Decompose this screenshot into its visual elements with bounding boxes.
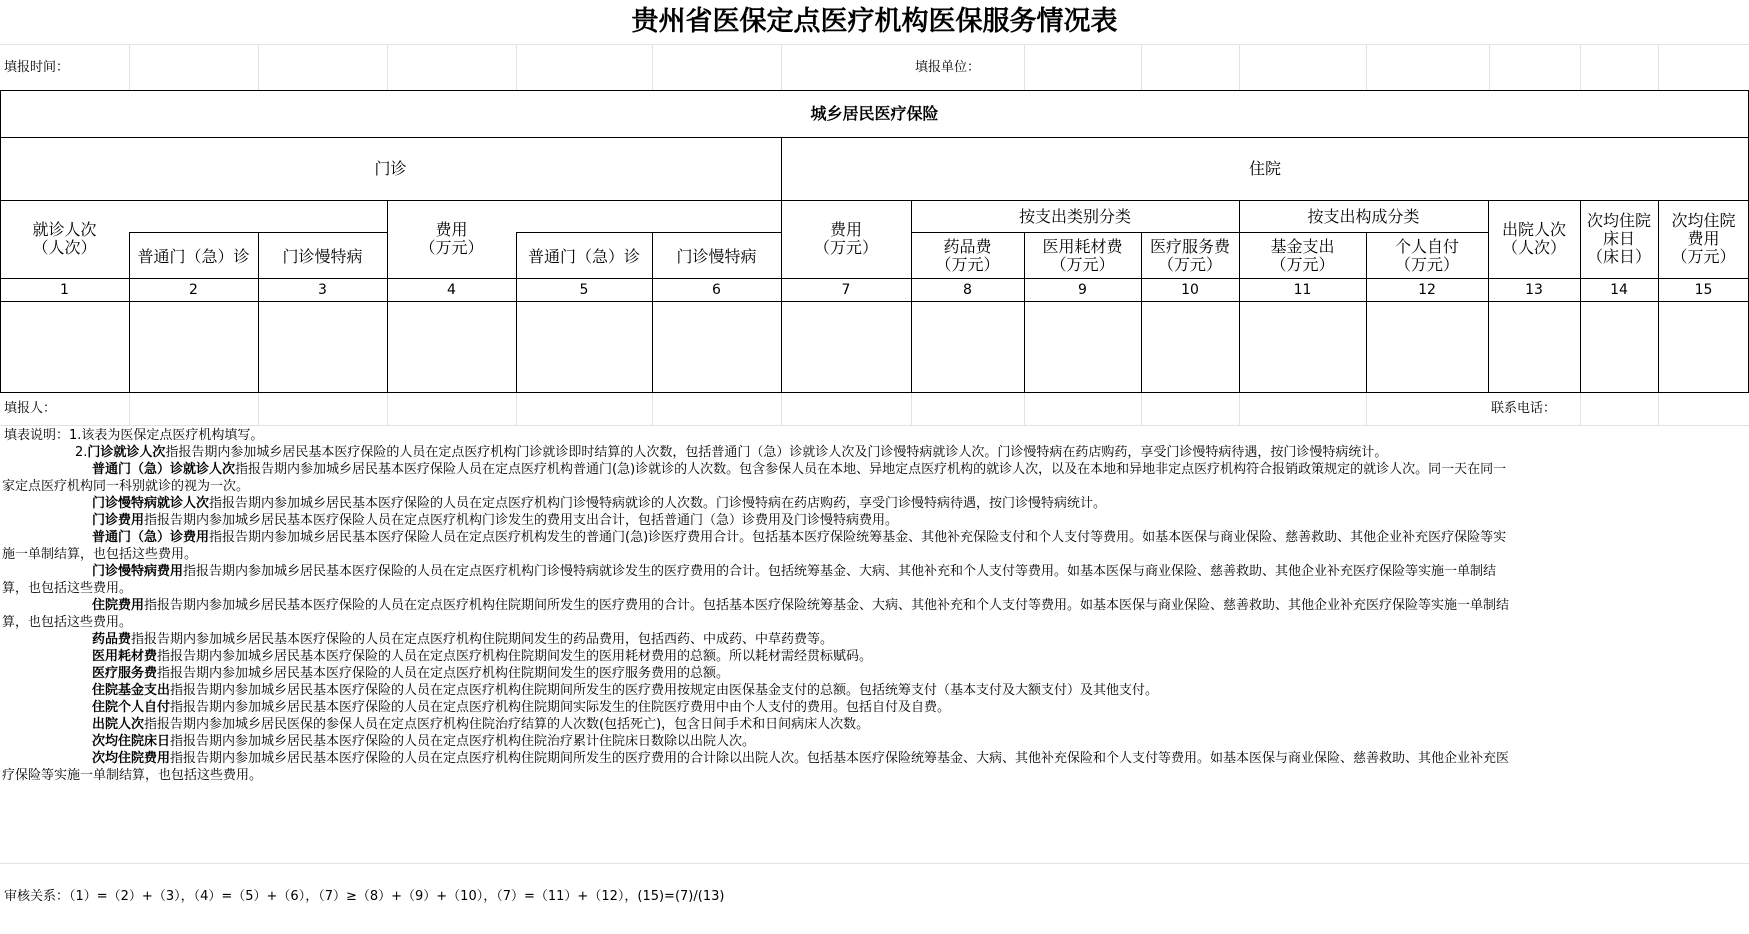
col-op-cost: 费用 （万元） [419, 220, 484, 257]
filler-label: 填报人： [4, 401, 57, 416]
col-service-fee: 医疗服务费 （万元） [1149, 237, 1230, 274]
inpatient-group: 住院 [1248, 159, 1281, 178]
fill-unit-label: 填报单位： [915, 60, 981, 75]
col-consumables-fee: 医用耗材费 （万元） [1042, 237, 1123, 274]
outpatient-group: 门诊 [374, 159, 407, 178]
phone-label: 联系电话： [1491, 401, 1557, 416]
section-title: 城乡居民医疗保险 [810, 104, 939, 123]
col-number: 7 [841, 282, 851, 298]
note-definition: 住院基金支出指报告期内参加城乡居民基本医疗保险的人员在定点医疗机构住院期间所发生的医疗费用按规定由医保基金支付的总额。包括统筹支付（基本支付及大额支付）及其他支付。 [92, 683, 1159, 698]
col-chronic-visits: 门诊慢特病 [282, 247, 363, 266]
col-number: 15 [1694, 282, 1713, 298]
notes-intro: 填表说明：1.该表为医保定点医疗机构填写。 [4, 428, 264, 443]
col-number: 11 [1293, 282, 1312, 298]
note-definition: 药品费指报告期内参加城乡居民基本医疗保险的人员在定点医疗机构住院期间发生的药品费用，包括西药、中成药、中草药费等。 [92, 632, 834, 647]
note-definition: 次均住院费用指报告期内参加城乡居民基本医疗保险的人员在定点医疗机构住院期间所发生的医疗费用的合计除以出院人次。包括基本医疗保险统筹基金、大病、其他补充保险和个人支付等费用。如基本医保与商业保险、慈善救助、其他企业补充医 [92, 751, 1510, 766]
note-continuation: 算，也包括这些费用。 [2, 581, 133, 596]
note-definition: 门诊慢特病就诊人次指报告期内参加城乡居民基本医疗保险的人员在定点医疗机构门诊慢特病就诊的人次数。门诊慢特病在药店购药，享受门诊慢特病待遇，按门诊慢特病统计。 [92, 496, 1107, 511]
col-chronic-cost: 门诊慢特病 [676, 247, 757, 266]
col-discharges: 出院人次 （人次） [1501, 220, 1566, 257]
note-definition: 医疗服务费指报告期内参加城乡居民基本医疗保险的人员在定点医疗机构住院期间发生的医疗服务费用的总额。 [92, 666, 730, 681]
note-continuation: 家定点医疗机构同一科别就诊的视为一次。 [2, 479, 250, 494]
page-title: 贵州省医保定点医疗机构医保服务情况表 [631, 6, 1118, 37]
col-number: 1 [60, 282, 69, 298]
col-general-er-visits: 普通门（急）诊 [137, 247, 250, 266]
col-drug-fee: 药品费 （万元） [935, 237, 1000, 274]
col-ip-cost: 费用 （万元） [813, 220, 878, 257]
col-number: 9 [1078, 282, 1087, 298]
col-number: 13 [1525, 282, 1543, 298]
col-avg-bed-days: 次均住院 床日 （床日） [1586, 211, 1651, 266]
note-definition: 出院人次指报告期内参加城乡居民医保的参保人员在定点医疗机构住院治疗结算的人次数(包括死亡)，包含日间手术和日间病床人次数。 [92, 717, 870, 732]
col-number: 8 [963, 282, 972, 298]
note-definition: 住院费用指报告期内参加城乡居民基本医疗保险的人员在定点医疗机构住院期间所发生的医疗费用的合计。包括基本医疗保险统筹基金、大病、其他补充和个人支付等费用。如基本医保与商业保险、慈善救助、其他企业补充医疗保险等实施一单制结 [92, 598, 1510, 613]
note-continuation: 施一单制结算，也包括这些费用。 [2, 547, 198, 562]
fill-time-label: 填报时间： [4, 60, 70, 75]
note-continuation: 疗保险等实施一单制结算，也包括这些费用。 [2, 768, 263, 783]
note-definition: 门诊慢特病费用指报告期内参加城乡居民基本医疗保险的人员在定点医疗机构门诊慢特病就诊发生的医疗费用的合计。包括统筹基金、大病、其他补充和个人支付等费用。如基本医保与商业保险、慈善救助、其他企业补充医疗保险等实施一单制结 [92, 564, 1497, 579]
note-definition: 次均住院床日指报告期内参加城乡居民基本医疗保险的人员在定点医疗机构住院治疗累计住院床日数除以出院人次。 [92, 734, 756, 749]
group-by-composition: 按支出构成分类 [1307, 207, 1420, 226]
col-number: 4 [447, 282, 456, 298]
col-visits: 就诊人次 （人次） [32, 220, 97, 257]
col-fund-expense: 基金支出 （万元） [1270, 237, 1335, 274]
col-general-er-cost: 普通门（急）诊 [527, 247, 640, 266]
col-number: 6 [712, 282, 721, 298]
col-self-pay: 个人自付 （万元） [1394, 237, 1459, 274]
note-definition: 普通门（急）诊费用指报告期内参加城乡居民基本医疗保险人员在定点医疗机构发生的普通门(急)诊医疗费用合计。包括基本医疗保险统筹基金、其他补充保险支付和个人支付等费用。如基本医保与商业保险、慈善救助、其他企业补充医疗保险等实 [92, 530, 1507, 545]
note-definition: 住院个人自付指报告期内参加城乡居民基本医疗保险的人员在定点医疗机构住院期间实际发生的住院医疗费用中由个人支付的费用。包括自付及自费。 [92, 700, 951, 715]
note-definition: 门诊费用指报告期内参加城乡居民基本医疗保险人员在定点医疗机构门诊发生的费用支出合计，包括普通门（急）诊费用及门诊慢特病费用。 [92, 513, 899, 528]
col-number: 14 [1610, 282, 1628, 298]
note-continuation: 算，也包括这些费用。 [2, 615, 133, 630]
group-by-category: 按支出类别分类 [1018, 207, 1131, 226]
note-definition: 普通门（急）诊就诊人次指报告期内参加城乡居民基本医疗保险人员在定点医疗机构普通门(急)诊就诊的人次数。包含参保人员在本地、异地定点医疗机构的就诊人次，以及在本地和异地非定点医疗机构符合报销政策规定的就诊人次。同一天在同一 [92, 462, 1507, 477]
col-number: 5 [579, 282, 589, 298]
col-number: 3 [318, 282, 327, 298]
col-number: 10 [1181, 282, 1199, 298]
col-number: 2 [189, 282, 198, 298]
note-item-2: 2.门诊就诊人次指报告期内参加城乡居民基本医疗保险的人员在定点医疗机构门诊就诊即时结算的人次数，包括普通门（急）诊就诊人次及门诊慢特病就诊人次。门诊慢特病在药店购药，享受门诊慢特病待遇，按门诊慢特病统计。 [75, 445, 1388, 460]
col-number: 12 [1418, 282, 1436, 298]
col-avg-cost: 次均住院 费用 （万元） [1671, 211, 1736, 266]
note-definition: 医用耗材费指报告期内参加城乡居民基本医疗保险的人员在定点医疗机构住院期间发生的医用耗材费用的总额。所以耗材需经贯标赋码。 [92, 649, 873, 664]
audit-relations: 审核关系：（1）=（2）+（3），（4）=（5）+（6），（7）≥（8）+（9）+（10），（7）=（11）+（12），(15)=(7)/(13) [4, 889, 725, 904]
